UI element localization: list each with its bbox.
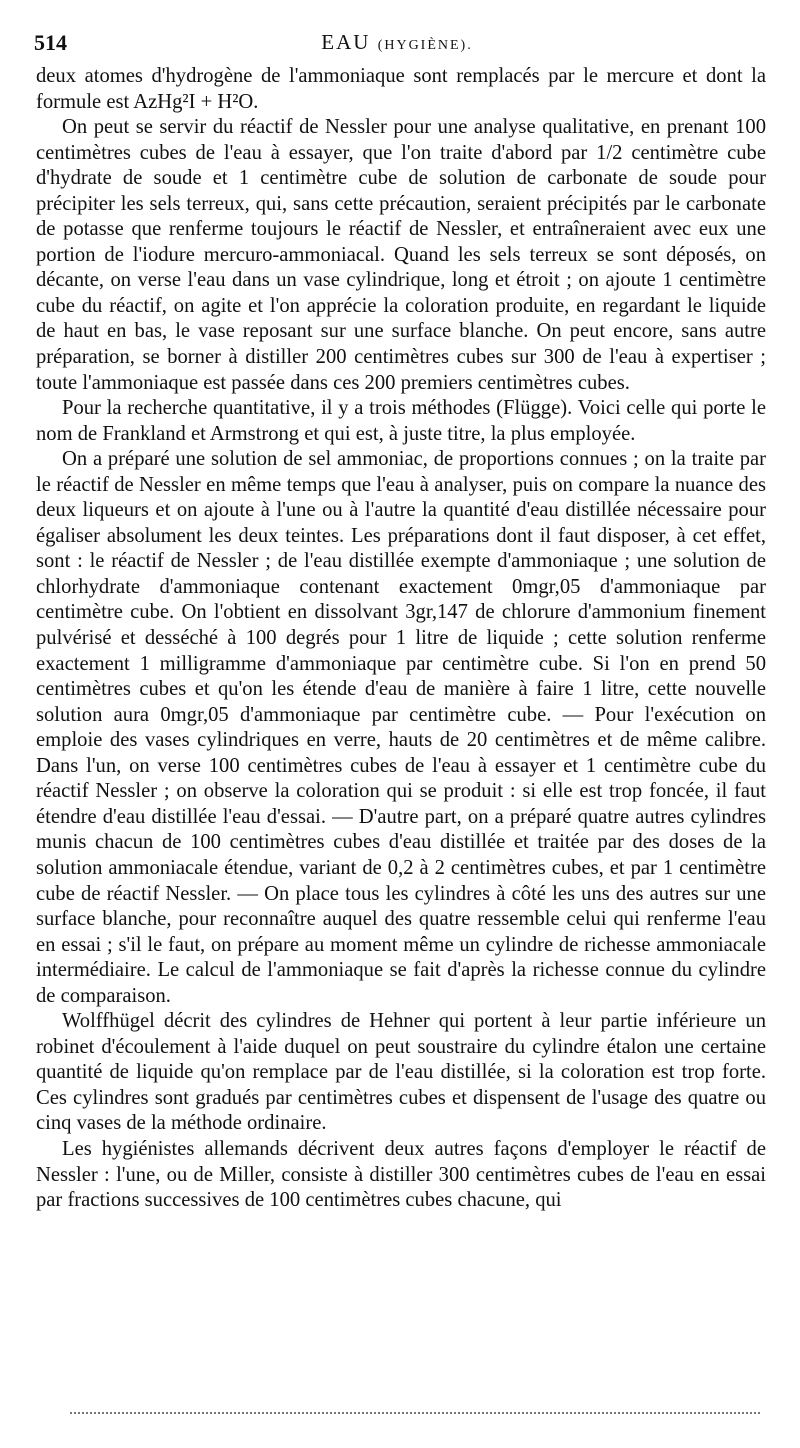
paragraph: On a préparé une solution de sel ammoniac, de proportions connues ; on la traite par le réactif de Nessler en même temps que l'eau à analyser, puis on compare la nuance des deux liqueurs et on ajoute à l'une ou à l'autre la quantité d'eau distillée nécessaire pour égaliser absolument les deux teintes. Les préparations dont il faut disposer, à cet effet, sont : le réactif de Nessler ; de l'eau distillée exempte d'ammoniaque ; une solution de chlorhydrate d'ammoniaque contenant exactement 0mgr,05 d'ammoniaque par centimètre cube. On l'obtient en dissolvant 3gr,147 de chlorure d'ammonium finement pulvérisé et desséché à 100 degrés pour 1 litre de liquide ; cette solution renferme exactement 1 milligramme d'ammoniaque par centimètre cube. Si l'on en prend 50 centimètres cubes et qu'on les étende d'eau de manière à faire 1 litre, cette nouvelle solution aura 0mgr,05 d'ammoniaque par centimètre cube. — Pour l'exécution on emploie des vases cylindriques en verre, hauts de 20 centimètres et de même calibre. Dans l'un, on verse 100 centimètres cubes de l'eau à essayer et 1 centimètre cube du réactif Nessler ; on observe la coloration qui se produit : si elle est trop foncée, il faut étendre d'eau distillée l'eau d'essai. — D'autre part, on a préparé quatre autres cylindres munis chacun de 100 centimètres cubes d'eau distillée et traitée par des doses de la solution ammoniacale étendue, variant de 0,2 à 2 centimètres cubes, et par 1 centimètre cube de réactif Nessler. — On place tous les cylindres à côté les uns des autres sur une surface blanche, pour reconnaître auquel des quatre ressemble celui qui renferme l'eau en essai ; s'il le faut, on prépare au moment même un cylindre de richesse ammoniacale intermédiaire. Le calcul de l'ammoniaque se fait d'après la richesse connue du cylindre de comparaison. <box>36 448 766 1007</box>
paragraph: Les hygiénistes allemands décrivent deux autres façons d'employer le réactif de Nessler : l'une, ou de Miller, consiste à distiller 300 centimètres cubes de l'eau en essai par fractions successives de 100 centimètres cubes chacune, qui <box>36 1137 766 1212</box>
paragraph: Pour la recherche quantitative, il y a trois méthodes (Flügge). Voici celle qui porte le nom de Frankland et Armstrong et qui est, à juste titre, la plus employée. <box>36 397 766 445</box>
page-header <box>34 26 760 56</box>
running-head-title: EAU <box>321 30 371 54</box>
running-head <box>34 30 760 55</box>
paragraph: On peut se servir du réactif de Nessler pour une analyse qualitative, en prenant 100 centimètres cubes de l'eau à essayer, que l'on traite d'abord par 1/2 centimètre cube d'hydrate de soude et 1 centimètre cube de solution de carbonate de soude pour précipiter les sels terreux, qui, sans cette précaution, seraient précipités par le carbonate de potasse que renferme toujours le réactif de Nessler, et entraîneraient avec eux une portion de l'iodure mercuro-ammoniacal. Quand les sels terreux se sont déposés, on décante, on verse l'eau dans un vase cylindrique, long et étroit ; on ajoute 1 centimètre cube du réactif, on agite et l'on apprécie la coloration produite, en regardant le liquide de haut en bas, le vase reposant sur une surface blanche. On peut encore, sans autre préparation, se borner à distiller 200 centimètres cubes sur 300 de l'eau à expertiser ; toute l'ammoniaque est passée dans ces 200 premiers centimètres cubes. <box>36 116 766 394</box>
footer-dotted-rule <box>70 1412 760 1414</box>
page-number: 514 <box>34 30 67 55</box>
running-head-subtitle: (HYGIÈNE). <box>377 38 473 53</box>
paragraph: deux atomes d'hydrogène de l'ammoniaque sont remplacés par le mercure et dont la formule est AzHg²I + H²O. <box>36 65 766 113</box>
body-text <box>36 64 766 1214</box>
paragraph: Wolffhügel décrit des cylindres de Hehner qui portent à leur partie inférieure un robinet d'écoulement à l'aide duquel on peut soustraire du cylindre étalon une certaine quantité de liquide qu'on remplace par de l'eau distillée, si la coloration est trop forte. Ces cylindres sont gradués par centimètres cubes et dispensent de l'usage des quatre ou cinq vases de la méthode ordinaire. <box>36 1010 766 1135</box>
